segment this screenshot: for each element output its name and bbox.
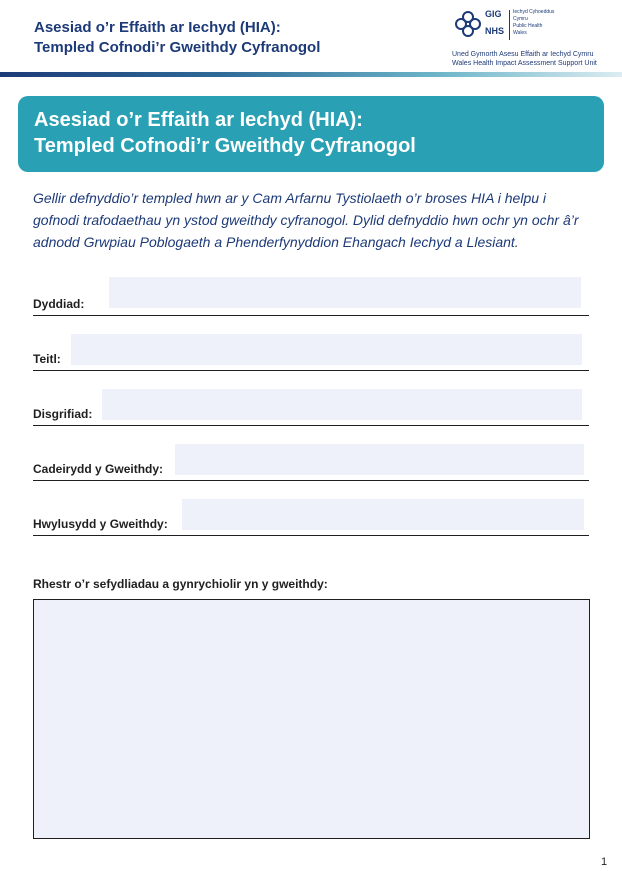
support-unit-name [452,50,597,68]
title-banner [18,96,604,172]
facilitator-field[interactable] [182,499,584,530]
organisations-label: Rhestr o’r sefydliadau a gynrychiolir yn y gweithdy: [33,577,328,591]
facilitator-underline [33,535,589,536]
public-health-wales-emblem-icon [452,8,484,40]
header-title-line2: Templed Cofnodi’r Gweithdy Cyfranogol [34,39,321,56]
logo-divider [509,10,510,40]
logo-org-text: Iechyd Cyhoeddus Cymru Public Health Wales [513,9,555,36]
header-title-line1: Asesiad o’r Effaith ar Iechyd (HIA): [34,19,281,36]
description-underline [33,425,589,426]
header-title [34,18,320,58]
chair-label: Cadeirydd y Gweithdy: [33,462,164,476]
page-number: 1 [601,856,608,868]
logo-gig-text: GIG [485,9,502,19]
banner-title [34,107,416,159]
date-field[interactable] [109,277,581,308]
description-field[interactable] [102,389,582,420]
date-label: Dyddiad: [33,297,85,311]
date-underline [33,315,589,316]
support-unit-line2: Wales Health Impact Assessment Support Unit [452,60,597,67]
description-label: Disgrifiad: [33,407,93,421]
support-unit-line1: Uned Gymorth Asesu Effaith ar Iechyd Cymru [452,51,594,58]
facilitator-label: Hwylusydd y Gweithdy: [33,517,168,531]
organisations-textarea[interactable] [33,599,590,839]
title-label: Teitl: [33,352,61,366]
intro-text: Gellir defnyddio’r templed hwn ar y Cam Arfarnu Tystiolaeth o’r broses HIA i helpu i gofnodi trafodaethau yn ystod gweithdy cyfranogol. Dylid defnyddio hwn ochr yn ochr â’r adnodd Grwpiau Poblogaeth a Phenderfynyddion Ehangach Iechyd a Llesiant. [33,190,579,250]
chair-field[interactable] [175,444,584,475]
chair-underline [33,480,589,481]
header-gradient-bar [0,72,622,77]
logo-nhs-text: NHS [485,26,505,36]
nhs-wales-logo [452,8,572,44]
banner-title-line2: Templed Cofnodi’r Gweithdy Cyfranogol [34,135,416,157]
title-underline [33,370,589,371]
banner-title-line1: Asesiad o’r Effaith ar Iechyd (HIA): [34,109,363,131]
title-field[interactable] [71,334,582,365]
